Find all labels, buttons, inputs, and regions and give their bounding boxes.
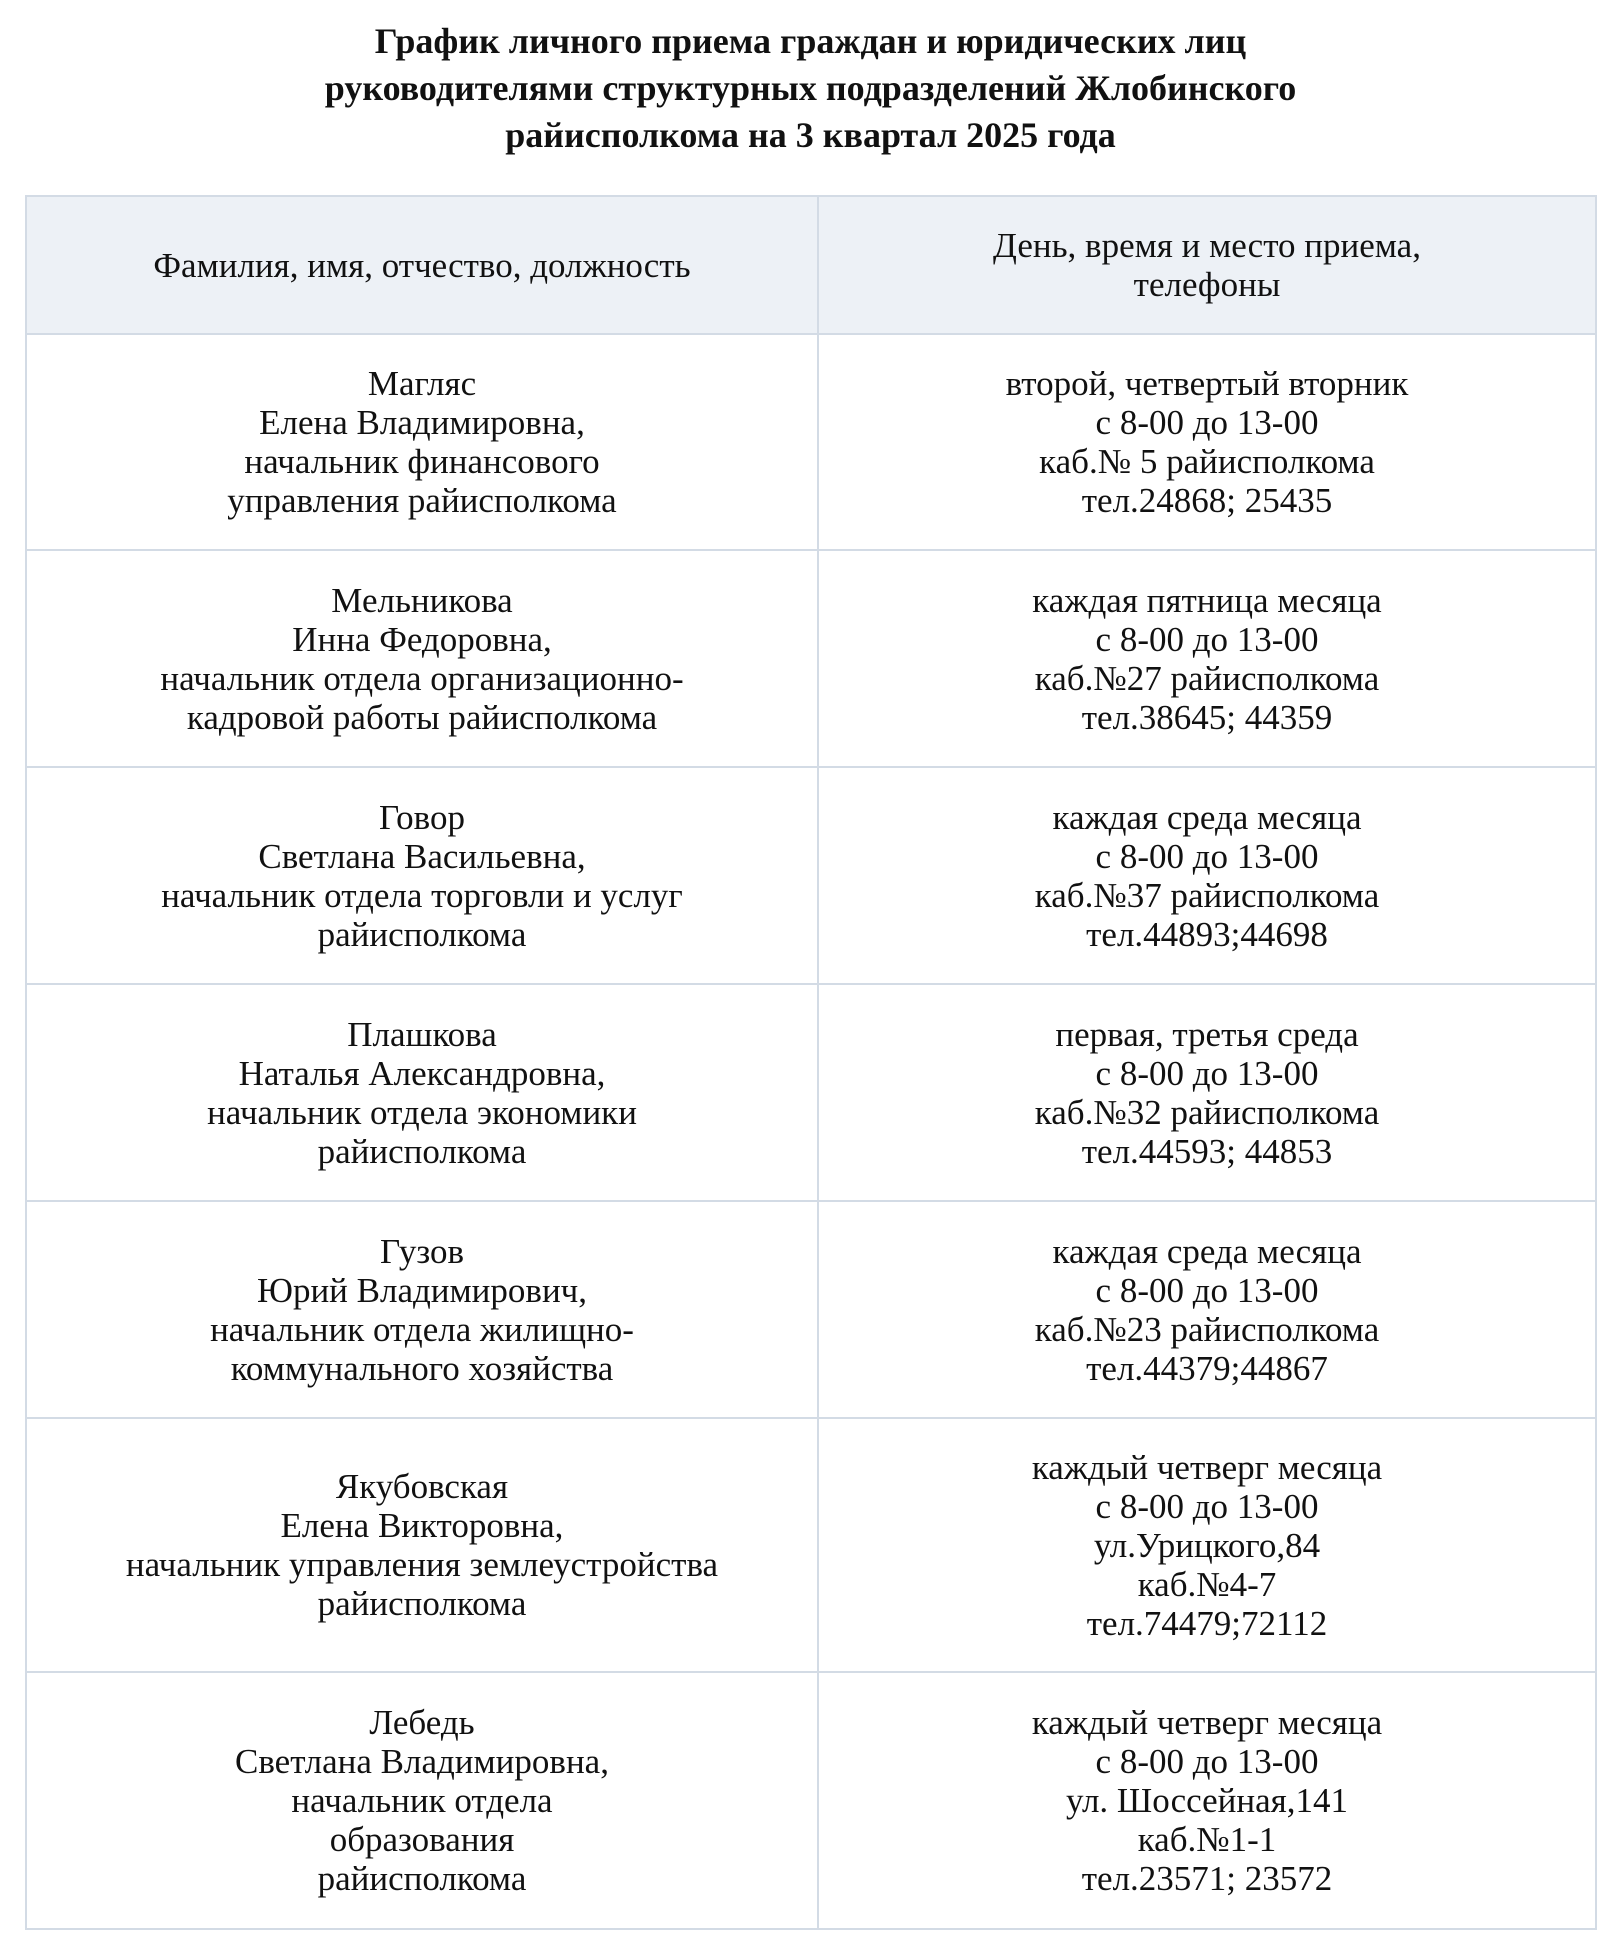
person-position: образования: [329, 1820, 515, 1859]
reception-time: с 8-00 до 13-00: [1095, 1053, 1319, 1093]
person-position: начальник отдела торговли и услуг: [161, 875, 683, 915]
header-reception-info: [818, 196, 1596, 334]
person-name: Светлана Васильевна,: [258, 836, 586, 876]
title-line: руководителями структурных подразделений Жлобинского: [324, 68, 1297, 108]
person-cell: [26, 1201, 818, 1418]
reception-day: каждый четверг месяца: [1031, 1703, 1383, 1742]
table-row: [26, 1418, 1596, 1672]
person-name: Юрий Владимирович,: [256, 1270, 588, 1310]
header-text: телефоны: [1133, 265, 1281, 304]
reception-day: каждый четверг месяца: [1031, 1447, 1383, 1487]
person-name: Елена Владимировна,: [259, 403, 585, 442]
reception-time: с 8-00 до 13-00: [1095, 1270, 1319, 1310]
reception-address: ул.Урицкого,84: [1093, 1525, 1321, 1565]
reception-place: каб.№37 райисполкома: [1034, 875, 1380, 915]
reception-phone: тел.44379;44867: [1086, 1348, 1328, 1388]
person-position: райисполкома: [317, 914, 527, 954]
reception-place: каб.№ 5 райисполкома: [1039, 442, 1375, 481]
person-position: начальник отдела жилищно-: [210, 1309, 634, 1349]
reception-day: каждая среда месяца: [1052, 1231, 1362, 1271]
reception-day: каждая пятница месяца: [1032, 580, 1382, 620]
reception-place: каб.№23 райисполкома: [1034, 1309, 1380, 1349]
title-line: райисполкома на 3 квартал 2025 года: [505, 115, 1116, 155]
reception-cell: [818, 984, 1596, 1201]
person-position: начальник отдела: [291, 1781, 553, 1820]
table-row: [26, 767, 1596, 984]
person-cell: [26, 984, 818, 1201]
person-cell: [26, 550, 818, 767]
person-position: райисполкома: [317, 1859, 527, 1898]
reception-day: первая, третья среда: [1055, 1014, 1359, 1054]
reception-cell: [818, 767, 1596, 984]
reception-day: каждая среда месяца: [1052, 797, 1362, 837]
person-position: управления райисполкома: [227, 481, 617, 520]
reception-phone: тел.44893;44698: [1086, 914, 1328, 954]
reception-place: каб.№32 райисполкома: [1034, 1092, 1380, 1132]
person-surname: Магляс: [367, 364, 477, 403]
person-name: Наталья Александровна,: [238, 1053, 606, 1093]
person-surname: Лебедь: [369, 1703, 475, 1742]
person-surname: Гузов: [379, 1231, 465, 1271]
person-position: начальник финансового: [244, 442, 600, 481]
person-position: начальник отдела организационно-: [160, 658, 684, 698]
table-row: [26, 1672, 1596, 1929]
reception-cell: [818, 334, 1596, 550]
reception-place: каб.№4-7: [1137, 1564, 1277, 1604]
person-position: начальник отдела экономики: [207, 1092, 637, 1132]
header-name-position: [26, 196, 818, 334]
reception-place: каб.№27 райисполкома: [1034, 658, 1380, 698]
person-position: райисполкома: [317, 1131, 527, 1171]
table-row: [26, 334, 1596, 550]
table-row: [26, 1201, 1596, 1418]
person-position: райисполкома: [317, 1584, 527, 1623]
person-position: кадровой работы райисполкома: [186, 697, 658, 737]
table-row: [26, 550, 1596, 767]
reception-time: с 8-00 до 13-00: [1095, 403, 1319, 442]
reception-day: второй, четвертый вторник: [1005, 364, 1409, 403]
person-name: Инна Федоровна,: [292, 619, 552, 659]
reception-time: с 8-00 до 13-00: [1095, 1742, 1319, 1781]
reception-cell: [818, 1201, 1596, 1418]
person-cell: [26, 334, 818, 550]
person-position: коммунального хозяйства: [230, 1348, 614, 1388]
page-title: [0, 18, 1621, 159]
title-line: График личного приема граждан и юридических лиц: [374, 21, 1247, 61]
person-surname: Говор: [379, 797, 465, 837]
person-cell: [26, 767, 818, 984]
person-cell: [26, 1672, 818, 1929]
person-surname: Плашкова: [347, 1014, 497, 1054]
person-name: Елена Викторовна,: [280, 1506, 564, 1545]
reception-place: каб.№1-1: [1137, 1820, 1277, 1859]
reception-cell: [818, 1418, 1596, 1672]
person-name: Светлана Владимировна,: [235, 1742, 609, 1781]
reception-phone: тел.23571; 23572: [1081, 1859, 1333, 1898]
reception-phone: тел.38645; 44359: [1081, 697, 1333, 737]
table-row: [26, 984, 1596, 1201]
reception-phone: тел.24868; 25435: [1081, 481, 1333, 520]
reception-time: с 8-00 до 13-00: [1095, 619, 1319, 659]
reception-phone: тел.44593; 44853: [1081, 1131, 1333, 1171]
table-header-row: [26, 196, 1596, 334]
reception-time: с 8-00 до 13-00: [1095, 1486, 1319, 1526]
header-text: Фамилия, имя, отчество, должность: [153, 245, 691, 285]
reception-address: ул. Шоссейная,141: [1066, 1781, 1348, 1820]
reception-cell: [818, 1672, 1596, 1929]
reception-phone: тел.74479;72112: [1086, 1603, 1328, 1643]
reception-cell: [818, 550, 1596, 767]
person-cell: [26, 1418, 818, 1672]
reception-schedule-table: [25, 195, 1597, 1930]
reception-time: с 8-00 до 13-00: [1095, 836, 1319, 876]
header-text: День, время и место приема,: [993, 226, 1421, 265]
person-surname: Якубовская: [335, 1467, 509, 1506]
person-surname: Мельникова: [331, 580, 513, 620]
person-position: начальник управления землеустройства: [125, 1545, 719, 1584]
